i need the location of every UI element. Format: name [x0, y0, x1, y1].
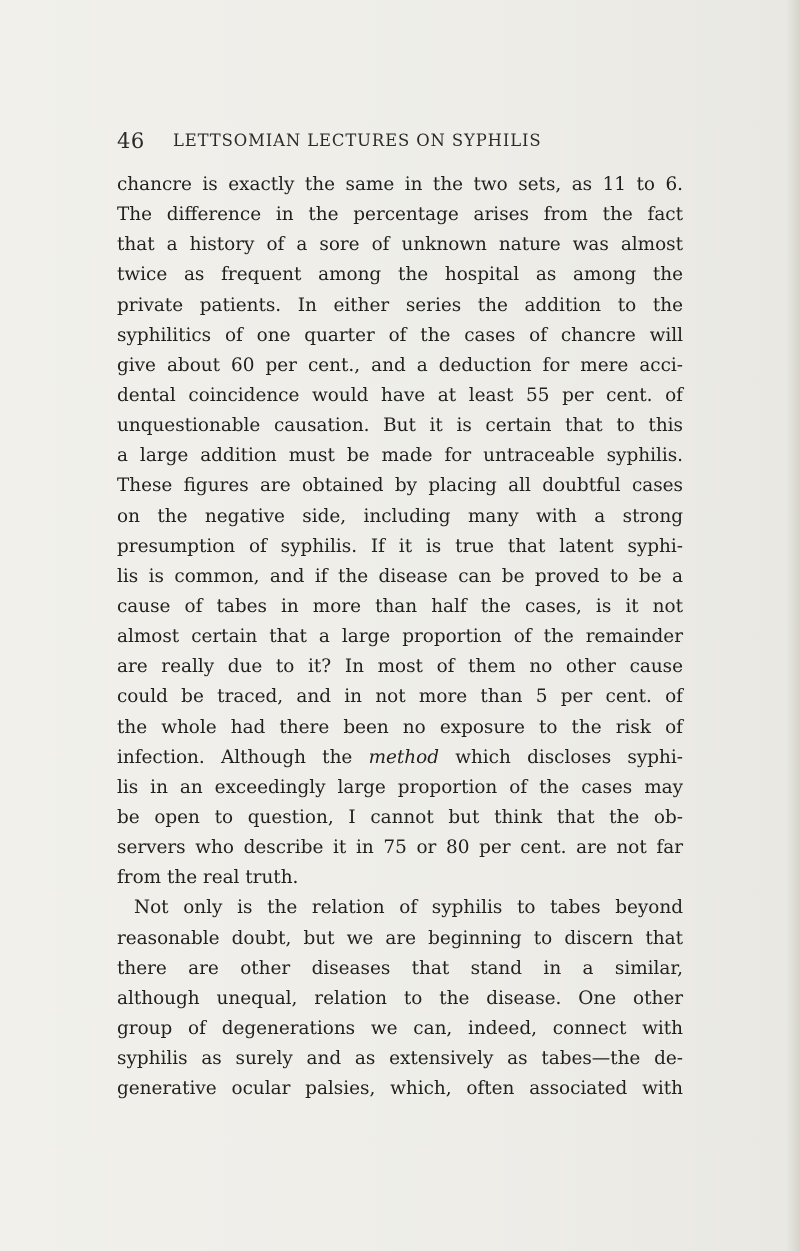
- italic-word: method: [368, 746, 439, 768]
- paragraph-start-line: Not only is the relation of syphilis to tabes beyond: [134, 897, 683, 919]
- text-line: reasonable doubt, but we are beginning to discern that: [117, 927, 683, 949]
- text-line: although unequal, relation to the disease. One other: [117, 987, 683, 1009]
- text-line: on the negative side, including many with a strong: [117, 505, 683, 527]
- text-line: These figures are obtained by placing all doubtful cases: [117, 475, 683, 497]
- text-line: there are other diseases that stand in a similar,: [117, 957, 683, 979]
- page-number: 46: [117, 129, 145, 153]
- text-segment: which discloses syphi-: [455, 746, 683, 768]
- running-head: LETTSOMIAN LECTURES ON SYPHILIS: [173, 131, 542, 150]
- text-line: twice as frequent among the hospital as among the: [117, 264, 683, 286]
- body-text: [117, 170, 683, 1104]
- text-line: lis is common, and if the disease can be proved to be a: [117, 565, 683, 587]
- text-line: a large addition must be made for untraceable syphilis.: [117, 445, 683, 467]
- page-edge-shadow: [786, 0, 800, 1251]
- text-line: The difference in the percentage arises from the fact: [117, 204, 683, 226]
- text-line: private patients. In either series the addition to the: [117, 294, 683, 316]
- page-header: [117, 129, 637, 157]
- text-line: the whole had there been no exposure to the risk of: [117, 716, 683, 738]
- text-line: dental coincidence would have at least 55 per cent. of: [117, 384, 683, 406]
- text-line: that a history of a sore of unknown nature was almost: [117, 234, 683, 256]
- text-line: servers who describe it in 75 or 80 per cent. are not far: [117, 837, 683, 859]
- text-line: cause of tabes in more than half the cases, is it not: [117, 595, 683, 617]
- text-line: group of degenerations we can, indeed, connect with: [117, 1017, 683, 1039]
- text-line: are really due to it? In most of them no other cause: [117, 656, 683, 678]
- text-line: give about 60 per cent., and a deduction for mere acci-: [117, 354, 683, 376]
- text-segment: infection. Although the: [117, 746, 353, 768]
- text-line: lis in an exceedingly large proportion of the cases may: [117, 776, 683, 798]
- text-line: from the real truth.: [117, 867, 299, 889]
- text-line: almost certain that a large proportion of the remainder: [117, 626, 683, 648]
- text-line: generative ocular palsies, which, often associated with: [117, 1078, 683, 1100]
- text-line: chancre is exactly the same in the two sets, as 11 to 6.: [117, 174, 683, 195]
- text-line: presumption of syphilis. If it is true that latent syphi-: [117, 535, 683, 557]
- text-line: syphilitics of one quarter of the cases of chancre will: [117, 324, 683, 346]
- text-line: be open to question, I cannot but think that the ob-: [117, 806, 683, 828]
- text-line: could be traced, and in not more than 5 per cent. of: [117, 686, 683, 708]
- text-line-with-italic: [117, 743, 683, 773]
- text-line: unquestionable causation. But it is certain that to this: [117, 415, 683, 437]
- text-line: syphilis as surely and as extensively as tabes—the de-: [117, 1048, 683, 1070]
